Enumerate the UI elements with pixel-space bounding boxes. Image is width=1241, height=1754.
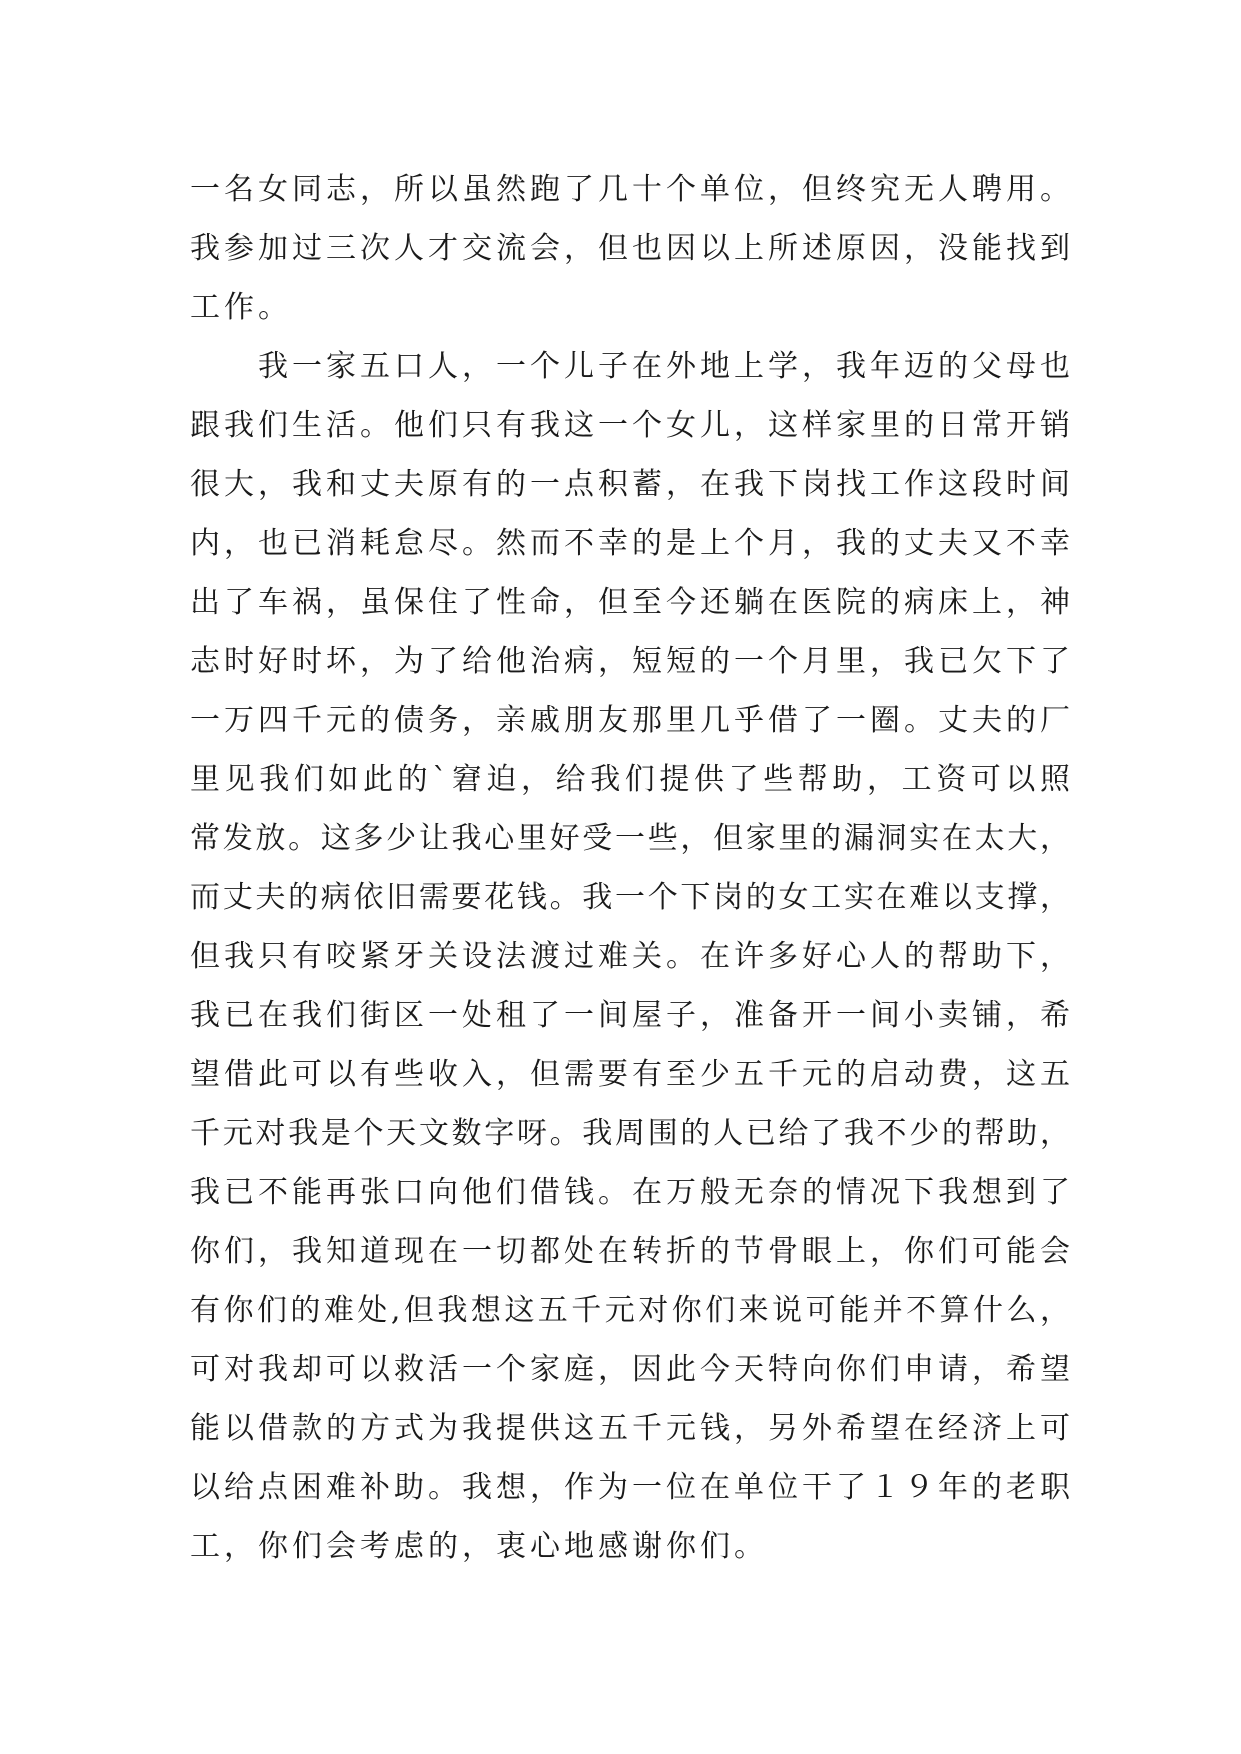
text-line: 内，也已消耗怠尽。然而不幸的是上个月，我的丈夫又不幸 [190,526,1070,561]
text-line: 有你们的难处,但我想这五千元对你们来说可能并不算什么， [190,1293,1070,1328]
text-line: 一名女同志，所以虽然跑了几十个单位，但终究无人聘用。 [190,172,1070,207]
text-line: 可对我却可以救活一个家庭，因此今天特向你们申请，希望 [190,1352,1070,1387]
text-line: 志时好时坏，为了给他治病，短短的一个月里，我已欠下了 [190,644,1070,679]
text-line: 常发放。这多少让我心里好受一些，但家里的漏洞实在太大， [190,821,1070,856]
text-line: 千元对我是个天文数字呀。我周围的人已给了我不少的帮助， [190,1116,1070,1151]
text-line: 跟我们生活。他们只有我这一个女儿，这样家里的日常开销 [190,408,1070,443]
text-line: 我已在我们街区一处租了一间屋子，准备开一间小卖铺，希 [190,998,1070,1033]
text-line: 工，你们会考虑的，衷心地感谢你们。 [190,1529,768,1564]
text-line: 里见我们如此的`窘迫，给我们提供了些帮助，工资可以照 [190,762,1070,797]
text-line: 而丈夫的病依旧需要花钱。我一个下岗的女工实在难以支撑， [190,880,1070,915]
text-line: 但我只有咬紧牙关设法渡过难关。在许多好心人的帮助下， [190,939,1070,974]
text-line: 我一家五口人，一个儿子在外地上学，我年迈的父母也 [190,349,1070,384]
text-line: 工作。 [190,290,292,325]
text-line: 你们，我知道现在一切都处在转折的节骨眼上，你们可能会 [190,1234,1070,1269]
text-line: 望借此可以有些收入，但需要有至少五千元的启动费，这五 [190,1057,1070,1092]
text-line: 很大，我和丈夫原有的一点积蓄，在我下岗找工作这段时间 [190,467,1070,502]
text-line: 我已不能再张口向他们借钱。在万般无奈的情况下我想到了 [190,1175,1070,1210]
letter-body [190,160,1070,1576]
text-line: 出了车祸，虽保住了性命，但至今还躺在医院的病床上，神 [190,585,1070,620]
text-line: 以给点困难补助。我想，作为一位在单位干了１９年的老职 [190,1470,1070,1505]
text-line: 一万四千元的债务，亲戚朋友那里几乎借了一圈。丈夫的厂 [190,703,1070,738]
text-line: 我参加过三次人才交流会，但也因以上所述原因，没能找到 [190,231,1070,266]
text-line: 能以借款的方式为我提供这五千元钱，另外希望在经济上可 [190,1411,1070,1446]
